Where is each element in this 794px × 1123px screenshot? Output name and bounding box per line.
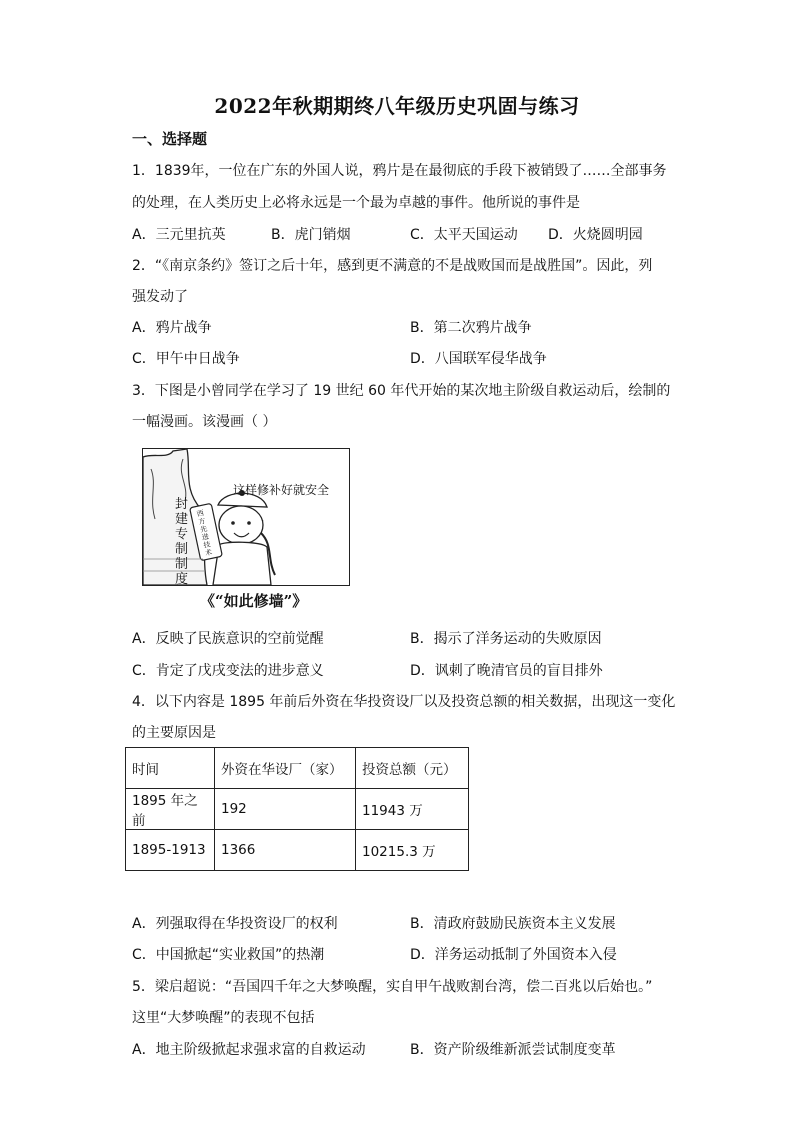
q5-stem-line2: 这里“大梦唤醒”的表现不包括 — [132, 1010, 315, 1026]
q2-stem-line1: 2．“《南京条约》签订之后十年，感到更不满意的不是战败国而是战胜国”。因此，列 — [132, 258, 653, 274]
q4-option-d: D．洋务运动抵制了外国资本入侵 — [410, 947, 617, 963]
q3-stem-line2: 一幅漫画。该漫画（ ） — [132, 414, 277, 430]
q1-option-d: D．火烧圆明园 — [548, 227, 643, 243]
table-cell: 192 — [215, 789, 356, 830]
q3-option-a: A．反映了民族意识的空前觉醒 — [132, 631, 324, 647]
table-header-cell: 投资总额（元） — [356, 748, 469, 789]
table-header-cell: 时间 — [126, 748, 215, 789]
q2-option-a: A．鸦片战争 — [132, 320, 212, 336]
table-header-row — [126, 748, 469, 789]
cartoon-patch-label: 西方先进技术 — [196, 509, 213, 558]
cartoon-figure — [142, 448, 350, 586]
q1-option-a: A．三元里抗英 — [132, 227, 226, 243]
investment-table — [125, 747, 469, 871]
q3-stem-line1: 3．下图是小曾同学在学习了 19 世纪 60 年代开始的某次地主阶级自救运动后，绘制的 — [132, 383, 671, 399]
table-cell: 1895 年之前 — [126, 789, 215, 830]
q3-option-d: D．讽刺了晚清官员的盲目排外 — [410, 663, 603, 679]
table-row — [126, 789, 469, 830]
q1-stem-line2: 的处理，在人类历史上必将永远是一个最为卓越的事件。他所说的事件是 — [132, 195, 580, 211]
q1-stem-line1: 1．1839年，一位在广东的外国人说，鸦片是在最彻底的手段下被销毁了……全部事务 — [132, 163, 667, 179]
q5-stem-line1: 5．梁启超说：“吾国四千年之大梦唤醒，实自甲午战败割台湾，偿二百兆以后始也。” — [132, 979, 653, 995]
q4-option-a: A．列强取得在华投资设厂的权利 — [132, 916, 338, 932]
table-cell: 10215.3 万 — [356, 830, 469, 871]
q4-stem-line2: 的主要原因是 — [132, 725, 216, 741]
q3-option-b: B．揭示了洋务运动的失败原因 — [410, 631, 602, 647]
cartoon-wall-label: 封建专制制度 — [175, 497, 189, 587]
cartoon-caption: 《“如此修墙”》 — [200, 592, 308, 610]
q1-option-c: C．太平天国运动 — [410, 227, 518, 243]
q2-stem-line2: 强发动了 — [132, 289, 188, 305]
table-cell: 1366 — [215, 830, 356, 871]
table-header-cell: 外资在华设厂（家） — [215, 748, 356, 789]
q2-option-c: C．甲午中日战争 — [132, 351, 240, 367]
q2-option-b: B．第二次鸦片战争 — [410, 320, 532, 336]
cartoon-drawing — [143, 449, 349, 585]
page-title: 2022年秋期期终八年级历史巩固与练习 — [214, 94, 580, 118]
q4-stem-line1: 4．以下内容是 1895 年前后外资在华投资设厂以及投资总额的相关数据，出现这一变化 — [132, 694, 676, 710]
cartoon-speech-text: 这样修补好就安全 — [233, 483, 330, 497]
q3-option-c: C．肯定了戊戌变法的进步意义 — [132, 663, 324, 679]
q1-option-b: B．虎门销烟 — [271, 227, 351, 243]
q4-option-b: B．清政府鼓励民族资本主义发展 — [410, 916, 616, 932]
table-cell: 1895-1913 — [126, 830, 215, 871]
table-cell: 11943 万 — [356, 789, 469, 830]
q5-option-a: A．地主阶级掀起求强求富的自救运动 — [132, 1042, 366, 1058]
q4-option-c: C．中国掀起“实业救国”的热潮 — [132, 947, 325, 963]
table-row — [126, 830, 469, 871]
section-heading: 一、选择题 — [132, 130, 208, 148]
q5-option-b: B．资产阶级维新派尝试制度变革 — [410, 1042, 616, 1058]
q2-option-d: D．八国联军侵华战争 — [410, 351, 547, 367]
